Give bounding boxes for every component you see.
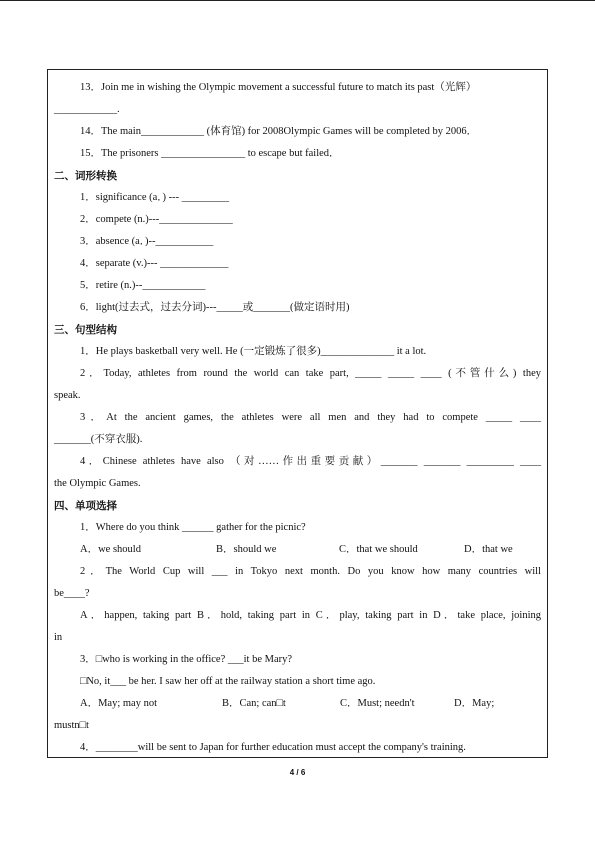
choice-question-2-continued: be____?	[54, 588, 90, 599]
word-form-6: 6．light(过去式，过去分词)---_____或_______(做定语时用)	[80, 302, 350, 313]
option-b: B．should we	[216, 544, 277, 555]
option-a: A．May; may not	[80, 698, 157, 709]
choice-question-1-options	[80, 541, 541, 559]
section-word-forms-heading: 二、词形转换	[54, 170, 117, 182]
pattern-3: 3．At the ancient games, the athletes were all men and they had to compete _____ ____	[80, 412, 541, 423]
pattern-3-continued: _______(不穿衣服).	[54, 434, 143, 445]
pattern-2: 2．Today, athletes from round the world can take part, _____ _____ ____ (不管什么) they	[80, 368, 541, 379]
option-d: D．May;	[454, 698, 495, 709]
word-form-3: 3．absence (a．)--___________	[80, 236, 214, 247]
question-13: 13．Join me in wishing the Olympic movement a successful future to match its past（光辉）	[80, 82, 477, 93]
word-form-4: 4．separate (v.)--- _____________	[80, 258, 229, 269]
section-sentence-patterns-heading: 三、句型结构	[54, 324, 117, 336]
section-multiple-choice-heading: 四、单项选择	[54, 500, 117, 512]
option-c: C．Must; needn't	[340, 698, 415, 709]
question-15: 15．The prisoners ________________ to escape but failed．	[80, 148, 340, 159]
choice-question-4: 4．________will be sent to Japan for further education must accept the company's training.	[80, 742, 466, 753]
pattern-4-continued: the Olympic Games.	[54, 478, 141, 489]
worksheet-table	[47, 69, 548, 758]
option-b: B．Can; can□t	[222, 698, 286, 709]
question-14: 14．The main____________ (体育馆) for 2008Olympic Games will be completed by 2006．	[80, 126, 478, 137]
page-number: 4 / 6	[289, 768, 306, 777]
question-13-blank: ____________.	[54, 104, 120, 115]
option-a: A．we should	[80, 544, 141, 555]
choice-question-1: 1．Where do you think ______ gather for the picnic?	[80, 522, 306, 533]
choice-question-2: 2．The World Cup will ___ in Tokyo next month. Do you know how many countries will	[80, 566, 541, 577]
choice-question-3-options	[80, 695, 541, 713]
option-d: D．that we	[464, 544, 513, 555]
choice-question-3-options-continued: mustn□t	[54, 720, 89, 731]
choice-question-2-options: A．happen, taking part B．hold, taking part in C．play, taking part in D．take place, joining	[80, 610, 541, 621]
pattern-1: 1．He plays basketball very well. He (一定锻炼了很多)______________ it a lot.	[80, 346, 427, 357]
word-form-5: 5．retire (n.)--____________	[80, 280, 206, 291]
word-form-1: 1．significance (a．) --- _________	[80, 192, 229, 203]
word-form-2: 2．compete (n.)---______________	[80, 214, 233, 225]
choice-question-3-dialogue: □No, it___ be her. I saw her off at the railway station a short time ago.	[80, 676, 376, 687]
option-c: C．that we should	[339, 544, 418, 555]
page-top-rule	[0, 0, 595, 1]
pattern-4: 4．Chinese athletes have also （对……作出重要贡献）_______ _______ _________ ____	[80, 456, 541, 467]
pattern-2-continued: speak.	[54, 390, 81, 401]
choice-question-3: 3．□who is working in the office? ___it be Mary?	[80, 654, 293, 665]
choice-question-2-options-continued: in	[54, 632, 63, 643]
